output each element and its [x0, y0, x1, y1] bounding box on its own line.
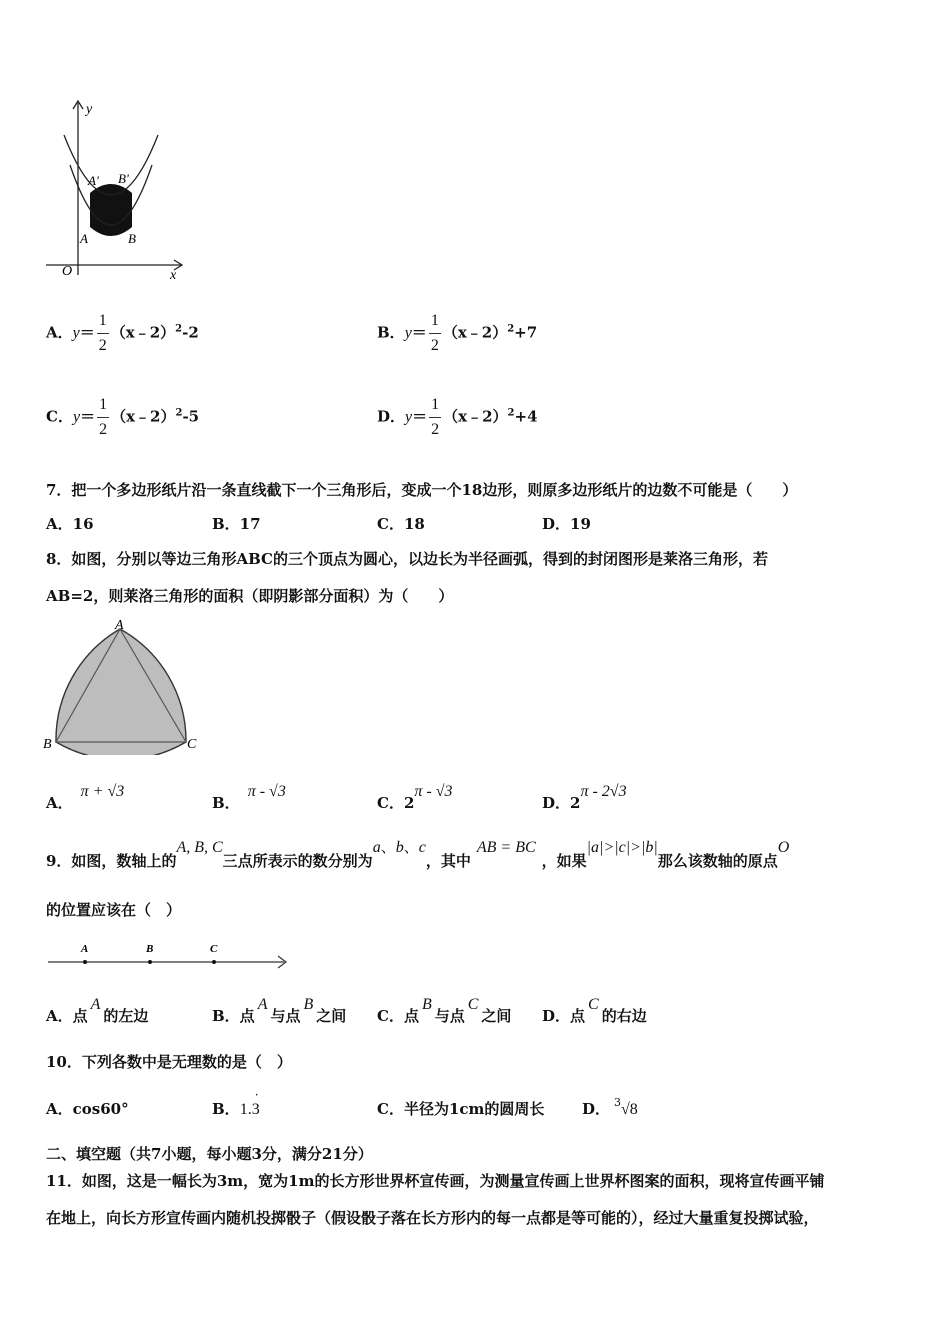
q7-stem: 7．把一个多边形纸片沿一条直线截下一个三角形后，变成一个18边形，则原多边形纸片的边数不可能是（ ）	[46, 481, 798, 499]
fraction: $\frac{1}{2}$	[99, 396, 108, 438]
q8-option-d[interactable]: D．2π - 2√3	[542, 783, 627, 812]
axis-point-a-label: A	[81, 943, 89, 955]
q6-option-d[interactable]: D．y＝ $\frac{1}{2}$ （x﹣2）$^2$+4	[377, 396, 538, 438]
q10-option-c[interactable]: C．半径为1cm的圆周长	[377, 1100, 545, 1118]
q10-option-a[interactable]: A．cos60°	[46, 1100, 129, 1118]
number-line-figure	[40, 935, 300, 975]
q10-stem: 10．下列各数中是无理数的是（ ）	[46, 1053, 292, 1071]
q9-option-c[interactable]: C．点B与点C之间	[377, 996, 512, 1025]
axis-point-b-label: B	[146, 943, 154, 955]
q8-option-a[interactable]: A．π + √3	[46, 783, 125, 812]
q11-stem-line2: 在地上，向长方形宣传画内随机投掷骰子（假设骰子落在长方形内的每一点都是等可能的），经过大量重复投掷试验，	[46, 1209, 819, 1227]
q7-option-a[interactable]: A．16	[46, 515, 94, 533]
q6-option-b[interactable]: B．y＝ $\frac{1}{2}$ （x﹣2）$^2$+7	[377, 312, 538, 354]
q7-option-b[interactable]: B．17	[212, 515, 261, 533]
q9-stem-line2: 的位置应该在（ ）	[46, 901, 182, 919]
q7-option-c[interactable]: C．18	[377, 515, 425, 533]
fraction: $\frac{1}{2}$	[430, 312, 439, 354]
reuleaux-triangle-figure	[40, 615, 210, 755]
point-a-label: A	[80, 231, 88, 246]
q8-option-c[interactable]: C．2π - √3	[377, 783, 453, 812]
y-axis-label: y	[86, 102, 93, 117]
fraction: $\frac{1}{2}$	[431, 396, 440, 438]
fraction: $\frac{1}{2}$	[98, 312, 107, 354]
section-heading: 二、填空题（共7小题，每小题3分，满分21分）	[46, 1145, 373, 1163]
point-b-prime-label: B'	[118, 171, 129, 186]
vertex-a-label: A	[115, 618, 124, 633]
axis-point-c-label: C	[210, 943, 218, 955]
q9-option-d[interactable]: D．点C的右边	[542, 996, 647, 1025]
q10-option-b[interactable]: B．1.3 ·	[212, 1088, 260, 1118]
vertex-c-label: C	[187, 737, 197, 752]
q8-option-b[interactable]: B．π - √3	[212, 783, 286, 812]
point-b-label: B	[128, 231, 136, 246]
point-a-prime-label: A'	[88, 173, 99, 188]
q9-stem-line1: 9．如图，数轴上的A, B, C三点所表示的数分别为a、b、c，其中AB = BC，如果|a|>|c|>|b|那么该数轴的原点O	[46, 838, 790, 870]
origin-label: O	[62, 264, 73, 279]
q6-option-c[interactable]: C．y＝ $\frac{1}{2}$ （x﹣2）$^2$-5	[46, 396, 200, 438]
vertex-b-label: B	[43, 737, 52, 752]
x-axis-label: x	[170, 268, 177, 283]
q9-option-a[interactable]: A．点A的左边	[46, 996, 149, 1025]
parabola-figure	[40, 95, 190, 285]
q9-option-b[interactable]: B．点A与点B之间	[212, 996, 347, 1025]
q10-option-d[interactable]: D． $^3$√8	[582, 1096, 638, 1118]
q11-stem-line1: 11．如图，这是一幅长为3m，宽为1m的长方形世界杯宣传画，为测量宣传画上世界杯图案的面积，现将宣传画平铺	[46, 1172, 825, 1190]
q8-stem-line2: AB=2，则莱洛三角形的面积（即阴影部分面积）为（ ）	[46, 587, 454, 605]
q6-option-a[interactable]: A．y＝ $\frac{1}{2}$ （x﹣2）$^2$-2	[46, 312, 199, 354]
q8-stem-line1: 8．如图，分别以等边三角形ABC的三个顶点为圆心，以边长为半径画弧，得到的封闭图形是莱洛三角形，若	[46, 550, 768, 568]
q7-option-d[interactable]: D．19	[542, 515, 591, 533]
